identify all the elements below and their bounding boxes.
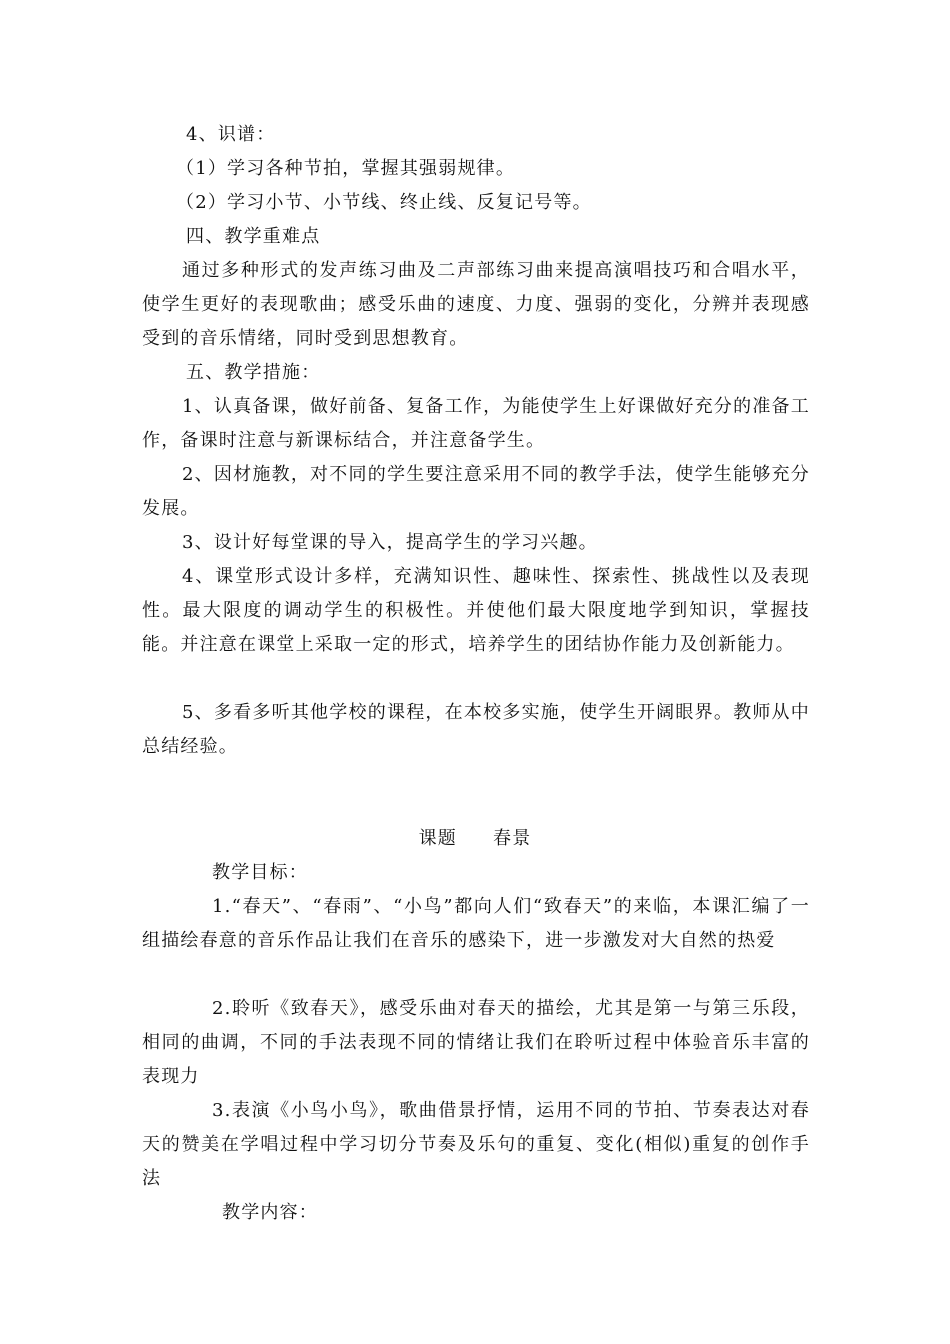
measure-2: 2、因材施教，对不同的学生要注意采用不同的教学手法，使学生能够充分发展。 xyxy=(142,464,810,519)
measure-4: 4、课堂形式设计多样，充满知识性、趣味性、探索性、挑战性以及表现性。最大限度的调动学生的积极性。并使他们最大限度地学到知识，掌握技能。并注意在课堂上采取一定的形式，培养学生的团结协作能力及创新能力。 xyxy=(142,566,810,655)
goal-1: 1.“春天”、“春雨”、“小鸟”都向人们“致春天”的来临，本课汇编了一组描绘春意的音乐作品让我们在音乐的感染下，进一步激发对大自然的热爱 xyxy=(142,896,810,951)
goal-2: 2.聆听《致春天》，感受乐曲对春天的描绘，尤其是第一与第三乐段，相同的曲调，不同的手法表现不同的情绪让我们在聆听过程中体验音乐丰富的表现力 xyxy=(142,998,810,1087)
content-heading: 教学内容： xyxy=(222,1202,318,1223)
heading-measures: 五、教学措施： xyxy=(186,362,321,383)
item4-sub1: （1）学习各种节拍，掌握其强弱规律。 xyxy=(176,158,516,179)
measure-5: 5、多看多听其他学校的课程，在本校多实施，使学生开阔眼界。教师从中总结经验。 xyxy=(142,702,810,757)
goal-3: 3.表演《小鸟小鸟》，歌曲借景抒情，运用不同的节拍、节奏表达对春天的赞美在学唱过程中学习切分节奏及乐句的重复、变化(相似)重复的创作手法 xyxy=(142,1100,810,1189)
measure-1: 1、认真备课，做好前备、复备工作，为能使学生上好课做好充分的准备工作，备课时注意与新课标结合，并注意备学生。 xyxy=(142,396,810,451)
heading-difficulty: 四、教学重难点 xyxy=(186,226,321,247)
item4-heading: 4、识谱： xyxy=(186,124,276,145)
lesson-title-value: 春景 xyxy=(493,828,532,849)
measure-3: 3、设计好每堂课的导入，提高学生的学习兴趣。 xyxy=(182,532,598,553)
item4-sub2: （2）学习小节、小节线、终止线、反复记号等。 xyxy=(176,192,592,213)
goals-heading: 教学目标： xyxy=(212,862,308,883)
lesson-title-label: 课题 xyxy=(418,828,457,849)
paragraph-difficulty: 通过多种形式的发声练习曲及二声部练习曲来提高演唱技巧和合唱水平，使学生更好的表现歌曲；感受乐曲的速度、力度、强弱的变化，分辨并表现感受到的音乐情绪，同时受到思想教育。 xyxy=(142,260,810,349)
lesson-title xyxy=(0,824,950,854)
